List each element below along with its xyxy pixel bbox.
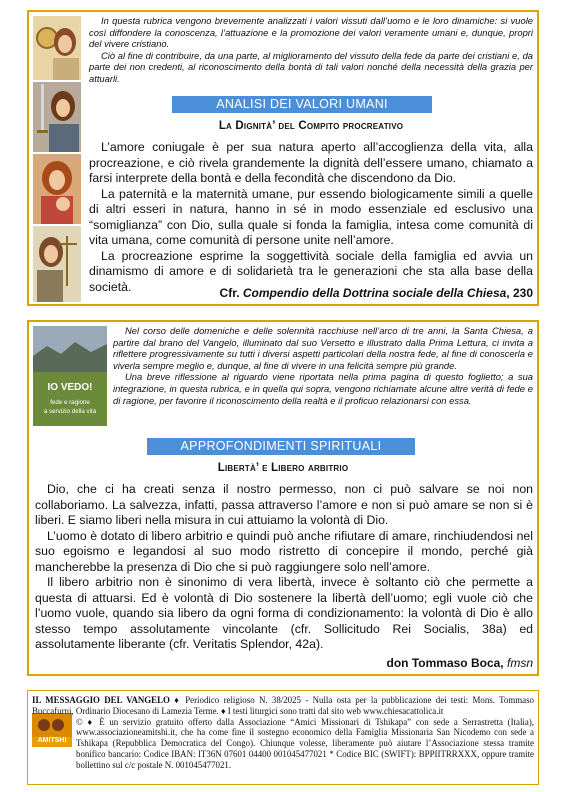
values-section bbox=[27, 10, 539, 306]
spiritual-section bbox=[27, 320, 539, 676]
publication-title: IL MESSAGGIO DEL VANGELO bbox=[32, 695, 170, 705]
paragraph: La paternità e la maternità umane, pur essendo biologicamente simili a quelle di altri esseri in natura, hanno in sé in modo essenziale ed esclusivo una “somiglianza” con Dio, sulla quale si fonda la famiglia, intesa come comunità di vita umana, come comunità di persone unite nell’amore. bbox=[89, 186, 533, 247]
article-body bbox=[35, 482, 533, 653]
author-signature bbox=[35, 656, 533, 670]
portrait-scales-image bbox=[33, 226, 81, 302]
section-banner: ANALISI DEI VALORI UMANI bbox=[172, 96, 432, 113]
footer-text bbox=[32, 695, 534, 771]
author-suffix: fmsn bbox=[506, 656, 533, 670]
paragraph: Il libero arbitrio non è sinonimo di vera libertà, invece è soltanto ciò che permette a questa di attuarsi. Ed è volontà di Dio sostenere la libertà dell’uomo; egli vuole ciò che l’uomo vuole, quando sia libero da ogni forma di condizionamento: la volontà di Dio è allo stesso tempo assolutamente vincolante (cfr. Sollicitudo Rei Socialis, 38a) ed assolutamente liberante (cfr. Veritatis Splendor, 42a). bbox=[35, 575, 533, 651]
intro-text bbox=[113, 325, 533, 406]
footer-legal-2: © ♦ È un servizio gratuito offerto dalla Associazione “Amici Missionari di Tshikapa” con sede a Serrastretta (Italia), www.associazioneamitshi.it, che ha come fine il sostegno economico della Famiglia Missionaria San Nicodemo con sede a Tshikapa (Repubblica Democratica del Congo). Chiunque volesse, liberamente può aiutare l’Associazione stessa tramite bonifico bancario: Codice IBAN: IT36N 07601 04400 001045477021 * Codice BIC (SWIFT): BPPIITRRXXX, oppure tramite bollettino sul c/c postale N. 001045477021. bbox=[76, 716, 534, 770]
citation-prefix: Cfr. bbox=[219, 286, 240, 300]
portrait-mother-child-image bbox=[33, 154, 81, 224]
citation-number: , 230 bbox=[506, 286, 533, 300]
io-vedo-logo bbox=[33, 326, 107, 426]
footer-legal-1: ♦ Periodico religioso N. 38/2025 - Nulla osta per la pubblicazione dei testi: Mons. Tommaso Buccafurni, Ordinario Diocesano di Lamezia Terme. ♦ I testi liturgici sono tratti dal sito web www.chiesacattolica.it bbox=[32, 695, 534, 716]
footer-box bbox=[27, 690, 539, 785]
intro-paragraph-1: In questa rubrica vengono brevemente analizzati i valori vissuti dall’uomo e le loro dinamiche: si vuole così diffondere la conoscenza, l’attuazione e la promozione dei valori veramente umani e, dunque, propri del vivere cristiano. bbox=[89, 15, 533, 50]
paragraph: La procreazione esprime la soggettività sociale della famiglia ed avvia un dinamismo di amore e di solidarietà tra le generazioni che sta alla base della società. bbox=[89, 248, 533, 294]
logo-title: IO VEDO! bbox=[47, 382, 93, 393]
paragraph: Dio, che ci ha creati senza il nostro permesso, non ci può salvare se noi non collaboriamo. La salvezza, infatti, passa attraverso l’amore e non si può amare se non si è liberi. E siamo liberi nella misura in cui attuiamo la volontà di Dio. bbox=[35, 482, 533, 527]
portrait-sword-image bbox=[33, 82, 81, 152]
portrait-mirror-image bbox=[33, 16, 81, 80]
logo-subtitle-2: a servizio della vita bbox=[43, 408, 97, 415]
article-subtitle: Libertà’ e Libero arbitrio bbox=[217, 462, 349, 474]
paragraph: L’uomo è dotato di libero arbitrio e quindi può anche rifiutare di amare, rinchiudendosi nel suo egoismo e legandosi al suo modo ristretto di concepire il mondo, perché già mancherebbe la presenza di Dio che si può raggiungere solo nell’amore. bbox=[35, 528, 533, 574]
intro-paragraph-2: Una breve riflessione al riguardo viene riportata nella prima pagina di questo foglietto; a sua integrazione, in questa rubrica, e in quella qui sopra, vengono richiamate alcune altre verità di fede e di ragione, per favorire il riconoscimento della realtà e il proficuo relazionarsi con essa. bbox=[113, 371, 533, 406]
intro-paragraph-1: Nel corso delle domeniche e delle solennità racchiuse nell’arco di tre anni, la Santa Chiesa, a partire dal brano del Vangelo, illuminato dal suo Versetto e illustrato dalla Prima Lettura, ci invita a riflettere progressivamente su tutti i diversi aspetti particolari della nostra fede, al fine di conoscerla e viverla sempre meglio e, dunque, al fine di vivere in una felicità sempre più grande. bbox=[113, 325, 533, 371]
logo-text: AMITSHI bbox=[37, 737, 67, 744]
citation-title: Compendio della Dottrina sociale della Chiesa bbox=[242, 286, 507, 300]
article-body bbox=[89, 140, 533, 295]
author-name: don Tommaso Boca, bbox=[386, 656, 504, 670]
intro-text bbox=[89, 15, 533, 85]
article-subtitle: La Dignità’ del Compito procreativo bbox=[218, 120, 404, 132]
section-banner: APPROFONDIMENTI SPIRITUALI bbox=[147, 438, 415, 455]
citation bbox=[89, 286, 533, 300]
intro-paragraph-2: Ciò al fine di contribuire, da una parte, al miglioramento del vissuto della fede da parte dei cristiani e, da parte dei non credenti, al riconoscimento della bontà di tali valori nonché della necessità della grazia per attuarli. bbox=[89, 49, 533, 84]
paragraph: L’amore coniugale è per sua natura aperto all’accoglienza della vita, alla procreazione, e ciò rivela grandemente la dignità dell’essere umano, chiamato a farsi interprete della bontà e della fecondità che discendono da Dio. bbox=[89, 140, 533, 185]
logo-subtitle-1: fede e ragione bbox=[50, 399, 90, 406]
